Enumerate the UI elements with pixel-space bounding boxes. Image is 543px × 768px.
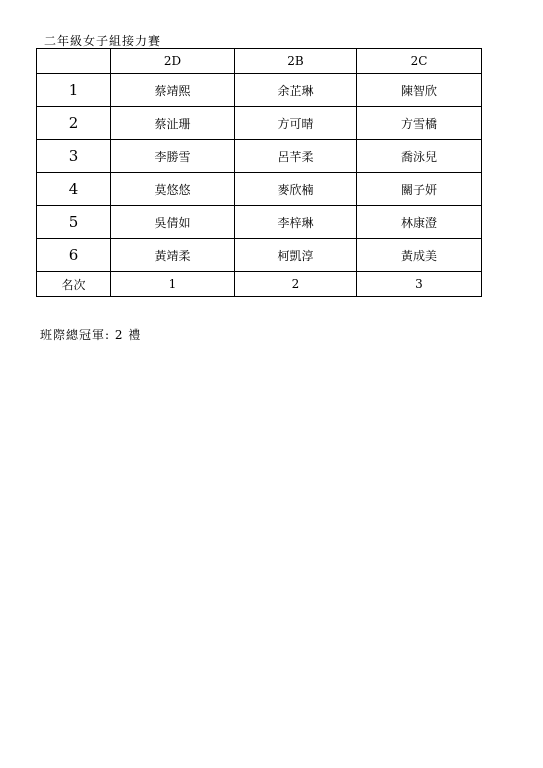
runner-name: 李勝雪 [111, 140, 235, 173]
rank-row [37, 272, 482, 297]
runner-name: 蔡靖熙 [111, 74, 235, 107]
header-class-2c: 2C [357, 49, 482, 74]
leg-number: 6 [37, 239, 111, 272]
rank-value: 1 [111, 272, 235, 297]
runner-name: 余芷琳 [235, 74, 357, 107]
runner-name: 黃成美 [357, 239, 482, 272]
leg-number: 2 [37, 107, 111, 140]
table-row [37, 107, 482, 140]
table-row [37, 173, 482, 206]
runner-name: 關子妍 [357, 173, 482, 206]
rank-label: 名次 [37, 272, 111, 297]
overall-champion-text: 班際總冠軍: 2 禮 [40, 328, 142, 342]
runner-name: 方可晴 [235, 107, 357, 140]
rank-value: 2 [235, 272, 357, 297]
table-row [37, 74, 482, 107]
runner-name: 呂芊柔 [235, 140, 357, 173]
relay-results-table [36, 48, 482, 297]
table-row [37, 140, 482, 173]
leg-number: 3 [37, 140, 111, 173]
header-class-2d: 2D [111, 49, 235, 74]
header-class-2b: 2B [235, 49, 357, 74]
header-cell-blank [37, 49, 111, 74]
runner-name: 黃靖柔 [111, 239, 235, 272]
runner-name: 麥欣楠 [235, 173, 357, 206]
runner-name: 李梓琳 [235, 206, 357, 239]
runner-name: 喬泳兒 [357, 140, 482, 173]
runner-name: 陳智欣 [357, 74, 482, 107]
leg-number: 4 [37, 173, 111, 206]
runner-name: 方雪橋 [357, 107, 482, 140]
runner-name: 林康澄 [357, 206, 482, 239]
runner-name: 蔡沚珊 [111, 107, 235, 140]
runner-name: 莫悠悠 [111, 173, 235, 206]
table-header-row [37, 49, 482, 74]
runner-name: 吳倩如 [111, 206, 235, 239]
rank-value: 3 [357, 272, 482, 297]
table-row [37, 206, 482, 239]
leg-number: 5 [37, 206, 111, 239]
runner-name: 柯凱淳 [235, 239, 357, 272]
table-row [37, 239, 482, 272]
leg-number: 1 [37, 74, 111, 107]
page-title: 二年級女子組接力賽 [44, 34, 162, 48]
